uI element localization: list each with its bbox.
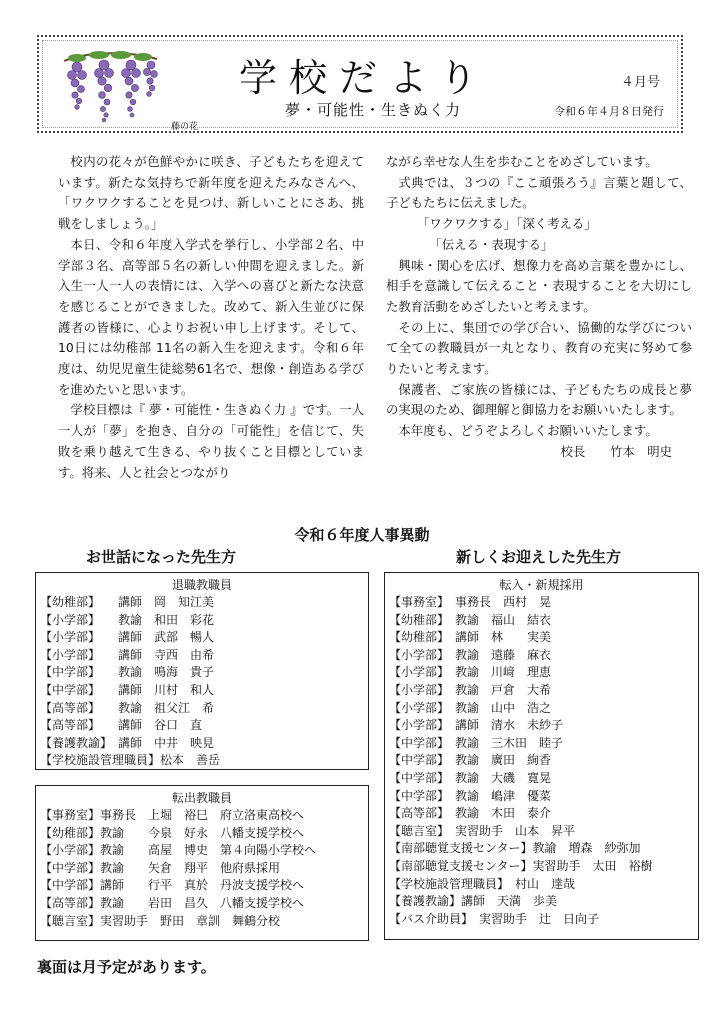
message-quote: 「ワクワクする」「深く考える」 [417, 216, 597, 232]
message-paragraph: 興味・関心を広げ、想像力を高め言葉を豊かにし、相手を意識して伝えること・表現することを大切にした教育活動をめざしたいと考えます。 [386, 257, 692, 314]
staff-row: 【中学部】 教諭 廣田 絢香 [389, 753, 552, 768]
staff-row: 【小学部】 講師 清水 未紗子 [389, 718, 564, 733]
school-motto: 夢・可能性・生きぬく力 [285, 101, 462, 119]
newsletter-header [37, 35, 683, 133]
staff-row: 【幼稚部】教諭 今泉 好永 八幡支援学校へ [40, 825, 305, 840]
staff-row: 【学校施設管理職員】 村山 達哉 [389, 876, 576, 891]
staff-row: 【養護教諭】講師 天満 歩美 [389, 894, 558, 909]
thanks-heading: お世話になった先生方 [86, 548, 237, 566]
message-paragraph: 本日、令和６年度入学式を挙行し、小学部２名、中学部３名、高等部５名の新しい仲間を迎えました。新入生一人一人の表情には、入学への喜びと新たな決意を感じることができました。改めて、新入生並びに保護者の皆様に、心よりお祝い申し上げます。そして、10日には幼稚部 11名の新入生を迎えます。令和６年度は、幼児児童生徒総勢61名で、想像・創造ある学びを進めたいと思います。 [58, 236, 364, 397]
staff-row: 【小学部】教諭 高屋 博史 第４向陽小学校へ [40, 843, 317, 858]
wisteria-flower-illustration [59, 49, 159, 124]
staff-row: 【高等部】 教諭 木田 泰介 [389, 806, 552, 821]
principal-signature: 校長 竹本 明史 [560, 443, 672, 459]
newsletter-title: 学校だより [239, 56, 490, 100]
flower-caption: 藤の花 [171, 122, 199, 132]
staff-row: 【小学部】 講師 武部 暢人 [40, 630, 215, 645]
box-title: 退職教職員 [171, 578, 232, 592]
principal-message-right-column [386, 152, 692, 463]
staff-row: 【高等部】 教諭 祖父江 希 [40, 700, 215, 715]
staff-row: 【養護教諭】 講師 中井 映見 [40, 735, 215, 750]
staff-row: 【事務室】事務長 上堀 裕巳 府立洛東高校へ [40, 808, 305, 822]
staff-row: 【小学部】 講師 寺西 由希 [40, 647, 215, 662]
box-title: 転出教職員 [171, 791, 232, 805]
footer-note: 裏面は月予定があります。 [37, 958, 216, 976]
message-paragraph: 保護者、ご家族の皆様には、子どもたちの成長と夢の実現のため、御理解と御協力をお願いいたします。 [386, 381, 692, 418]
staff-row: 【幼稚部】 教諭 福山 結衣 [389, 612, 552, 627]
staff-row: 【中学部】 講師 川村 和人 [40, 682, 215, 697]
retired-staff-box [35, 572, 369, 770]
staff-row: 【南部聴覚支援センター】教諭 増森 紗弥加 [389, 841, 641, 856]
staff-row: 【聴言室】 実習助手 山本 昇平 [389, 823, 576, 838]
staff-row: 【中学部】教諭 矢倉 翔平 他府県採用 [40, 860, 281, 875]
staff-row: 【中学部】 教諭 三木田 睦子 [389, 735, 564, 750]
staff-row: 【南部聴覚支援センター】実習助手 太田 裕樹 [389, 858, 653, 873]
message-quote: 「伝える・表現する」 [429, 236, 554, 252]
staff-row: 【中学部】講師 行平 真於 丹波支援学校へ [40, 878, 305, 893]
staff-row: 【小学部】 教諭 和田 彩花 [40, 612, 215, 627]
message-paragraph: 校内の花々が色鮮やかに咲き、子どもたちを迎えています。新たな気持ちで新年度を迎えたみなさんへ、「ワクワクすることを見つけ、新しいことにさあ、挑戦をしましょう。」 [58, 154, 364, 232]
staff-row: 【聴言室】実習助手 野田 章訓 舞鶴分校 [40, 913, 281, 928]
staff-row: 【小学部】 教諭 山中 浩之 [389, 700, 552, 715]
staff-row: 【中学部】 教諭 大磯 寛晃 [389, 770, 552, 785]
issue-label: ４月号 [621, 75, 661, 90]
staff-row: 【高等部】 講師 谷口 直 [40, 718, 203, 733]
staff-row: 【小学部】 教諭 川﨑 理恵 [389, 665, 552, 680]
staff-row: 【学校施設管理職員】松本 善岳 [40, 753, 221, 768]
publication-date: 令和６年４月８日発行 [554, 105, 664, 118]
staff-row: 【幼稚部】 講師 岡 知江美 [40, 595, 215, 609]
message-paragraph: ながら幸せな人生を歩むことをめざしています。 [386, 154, 658, 169]
staff-row: 【小学部】 教諭 戸倉 大希 [389, 682, 552, 697]
message-paragraph: その上に、集団での学び合い、協働的な学びについて全ての教職員が一丸となり、教育の充実に努めて参りたいと考えます。 [386, 319, 692, 377]
staff-row: 【高等部】教諭 岩田 昌久 八幡支援学校へ [40, 895, 305, 910]
principal-message-left-column [58, 152, 364, 483]
new-staff-box [384, 572, 699, 940]
staff-row: 【小学部】 教諭 遠藤 麻衣 [389, 647, 552, 662]
welcome-heading: 新しくお迎えした先生方 [456, 548, 622, 566]
personnel-section-title: 令和６年度人事異動 [294, 526, 430, 544]
message-paragraph: 学校目標は『 夢・可能性・生きぬく力 』です。一人一人が「夢」を抱き、自分の「可能性」を信じて、失敗を乗り越えて生きる、やり抜くこと目標としています。将来、人と社会とつながり [58, 402, 364, 480]
staff-row: 【中学部】 教諭 嶋津 優菜 [389, 788, 552, 803]
message-paragraph: 本年度も、どうぞよろしくお願いいたします。 [398, 423, 658, 439]
staff-row: 【事務室】 事務長 西村 晃 [389, 595, 552, 609]
transferred-out-box [35, 785, 369, 941]
staff-row: 【バス介助員】 実習助手 辻 日向子 [389, 911, 600, 926]
box-title: 転入・新規採用 [499, 578, 584, 592]
staff-row: 【中学部】 教諭 鳴海 貴子 [40, 665, 215, 680]
message-paragraph: 式典では、３つの『ここ頑張ろう』言葉と題して、子どもたちに伝えました。 [386, 174, 692, 211]
staff-row: 【幼稚部】 講師 林 実美 [389, 630, 552, 645]
